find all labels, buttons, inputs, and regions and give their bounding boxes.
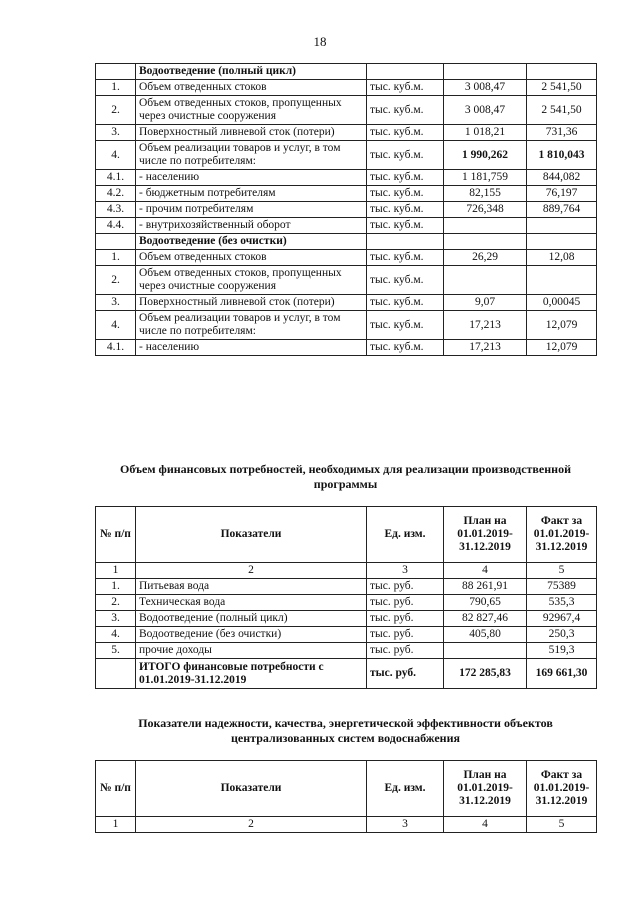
table-row [96, 186, 597, 202]
column-index-row [96, 817, 597, 833]
row-plan-value: 726,348 [444, 202, 527, 218]
row-indicator: - внутрихозяйственный оборот [136, 218, 367, 234]
table-row [96, 218, 597, 234]
row-fact-value: 0,00045 [527, 295, 597, 311]
table-row [96, 250, 597, 266]
column-index-cell: 1 [96, 817, 136, 833]
row-unit: тыс. куб.м. [367, 80, 444, 96]
row-unit: тыс. куб.м. [367, 340, 444, 356]
row-number: 4.2. [96, 186, 136, 202]
row-indicator: Объем реализации товаров и услуг, в том числе по потребителям: [136, 311, 367, 340]
row-indicator: Объем отведенных стоков, пропущенных через очистные сооружения [136, 266, 367, 295]
table-row [96, 643, 597, 659]
row-fact-value: 2 541,50 [527, 96, 597, 125]
row-fact-value: 12,08 [527, 250, 597, 266]
table-row [96, 80, 597, 96]
page-number: 18 [313, 34, 327, 49]
row-number: 4.4. [96, 218, 136, 234]
table-row [96, 125, 597, 141]
row-indicator: Поверхностный ливневой сток (потери) [136, 295, 367, 311]
row-indicator: - населению [136, 340, 367, 356]
row-number: 2. [96, 595, 136, 611]
row-number: 3. [96, 295, 136, 311]
row-fact-value [527, 266, 597, 295]
row-indicator: прочие доходы [136, 643, 367, 659]
row-unit: тыс. руб. [367, 579, 444, 595]
col-unit-header: Ед. изм. [367, 761, 444, 817]
row-plan-value: 3 008,47 [444, 80, 527, 96]
table-row [96, 595, 597, 611]
row-unit: тыс. руб. [367, 627, 444, 643]
reliability-heading: Показатели надежности, качества, энергетической эффективности объектов централизованных систем водоснабжения [138, 716, 553, 745]
reliability-table [95, 760, 597, 833]
row-unit: тыс. руб. [367, 595, 444, 611]
row-fact-value: 2 541,50 [527, 80, 597, 96]
row-unit: тыс. куб.м. [367, 170, 444, 186]
row-fact-value: 535,3 [527, 595, 597, 611]
section-header-row [96, 234, 597, 250]
column-index-cell: 4 [444, 563, 527, 579]
total-unit: тыс. руб. [367, 659, 444, 689]
row-number: 1. [96, 579, 136, 595]
section-unit-cell [367, 64, 444, 80]
row-fact-value: 12,079 [527, 340, 597, 356]
total-fact-value: 169 661,30 [527, 659, 597, 689]
row-plan-value: 82 827,46 [444, 611, 527, 627]
row-unit: тыс. куб.м. [367, 96, 444, 125]
row-number: 3. [96, 611, 136, 627]
section-num-cell [96, 64, 136, 80]
section-header-row [96, 64, 597, 80]
row-indicator: Поверхностный ливневой сток (потери) [136, 125, 367, 141]
table-row [96, 141, 597, 170]
table-row [96, 202, 597, 218]
row-number: 3. [96, 125, 136, 141]
col-unit-header: Ед. изм. [367, 507, 444, 563]
column-index-cell: 3 [367, 563, 444, 579]
row-number: 5. [96, 643, 136, 659]
row-fact-value: 889,764 [527, 202, 597, 218]
row-fact-value: 844,082 [527, 170, 597, 186]
row-indicator: - населению [136, 170, 367, 186]
row-fact-value: 92967,4 [527, 611, 597, 627]
row-number: 4. [96, 627, 136, 643]
row-unit: тыс. куб.м. [367, 218, 444, 234]
row-plan-value: 1 990,262 [444, 141, 527, 170]
column-index-cell: 3 [367, 817, 444, 833]
col-num-header: № п/п [96, 761, 136, 817]
table-row [96, 295, 597, 311]
section-title: Водоотведение (без очистки) [136, 234, 367, 250]
section-plan-cell [444, 234, 527, 250]
row-number: 2. [96, 96, 136, 125]
row-number: 4.1. [96, 170, 136, 186]
row-plan-value: 790,65 [444, 595, 527, 611]
column-index-cell: 1 [96, 563, 136, 579]
col-plan-header: План на 01.01.2019-31.12.2019 [444, 761, 527, 817]
row-number: 1. [96, 80, 136, 96]
table-row [96, 579, 597, 595]
row-unit: тыс. руб. [367, 611, 444, 627]
row-fact-value: 519,3 [527, 643, 597, 659]
row-number: 4. [96, 141, 136, 170]
row-plan-value: 9,07 [444, 295, 527, 311]
section-unit-cell [367, 234, 444, 250]
row-unit: тыс. куб.м. [367, 295, 444, 311]
column-index-cell: 2 [136, 817, 367, 833]
row-indicator: Объем реализации товаров и услуг, в том числе по потребителям: [136, 141, 367, 170]
financial-needs-table [95, 506, 597, 689]
table-header-row [96, 507, 597, 563]
row-indicator: Объем отведенных стоков [136, 250, 367, 266]
row-fact-value: 75389 [527, 579, 597, 595]
row-plan-value: 3 008,47 [444, 96, 527, 125]
section-fact-cell [527, 64, 597, 80]
col-num-header: № п/п [96, 507, 136, 563]
row-plan-value: 26,29 [444, 250, 527, 266]
column-index-row [96, 563, 597, 579]
row-plan-value: 1 181,759 [444, 170, 527, 186]
row-plan-value [444, 218, 527, 234]
row-plan-value: 17,213 [444, 311, 527, 340]
row-indicator: - бюджетным потребителям [136, 186, 367, 202]
row-fact-value [527, 218, 597, 234]
row-plan-value [444, 643, 527, 659]
col-fact-header: Факт за 01.01.2019-31.12.2019 [527, 761, 597, 817]
section-num-cell [96, 234, 136, 250]
row-fact-value: 250,3 [527, 627, 597, 643]
financial-needs-heading: Объем финансовых потребностей, необходимых для реализации производственной программы [120, 462, 571, 491]
section-fact-cell [527, 234, 597, 250]
section-title: Водоотведение (полный цикл) [136, 64, 367, 80]
row-unit: тыс. куб.м. [367, 125, 444, 141]
row-unit: тыс. куб.м. [367, 250, 444, 266]
row-plan-value [444, 266, 527, 295]
table-row [96, 611, 597, 627]
row-number: 4.3. [96, 202, 136, 218]
row-plan-value: 405,80 [444, 627, 527, 643]
col-plan-header: План на 01.01.2019-31.12.2019 [444, 507, 527, 563]
row-indicator: Объем отведенных стоков [136, 80, 367, 96]
row-number: 4. [96, 311, 136, 340]
row-indicator: Водоотведение (полный цикл) [136, 611, 367, 627]
row-unit: тыс. куб.м. [367, 266, 444, 295]
column-index-cell: 2 [136, 563, 367, 579]
total-plan-value: 172 285,83 [444, 659, 527, 689]
table-row [96, 266, 597, 295]
section-plan-cell [444, 64, 527, 80]
row-unit: тыс. куб.м. [367, 141, 444, 170]
row-indicator: - прочим потребителям [136, 202, 367, 218]
row-number: 4.1. [96, 340, 136, 356]
row-unit: тыс. куб.м. [367, 186, 444, 202]
column-index-cell: 5 [527, 817, 597, 833]
row-indicator: Питьевая вода [136, 579, 367, 595]
wastewater-table [95, 63, 597, 356]
total-row [96, 659, 597, 689]
row-unit: тыс. руб. [367, 643, 444, 659]
row-plan-value: 1 018,21 [444, 125, 527, 141]
row-unit: тыс. куб.м. [367, 311, 444, 340]
row-fact-value: 76,197 [527, 186, 597, 202]
row-plan-value: 88 261,91 [444, 579, 527, 595]
row-indicator: Техническая вода [136, 595, 367, 611]
row-fact-value: 1 810,043 [527, 141, 597, 170]
row-unit: тыс. куб.м. [367, 202, 444, 218]
row-number: 1. [96, 250, 136, 266]
row-number: 2. [96, 266, 136, 295]
table-row [96, 96, 597, 125]
column-index-cell: 4 [444, 817, 527, 833]
col-name-header: Показатели [136, 761, 367, 817]
row-indicator: Водоотведение (без очистки) [136, 627, 367, 643]
table-header-row [96, 761, 597, 817]
table-row [96, 627, 597, 643]
row-plan-value: 17,213 [444, 340, 527, 356]
table-row [96, 340, 597, 356]
column-index-cell: 5 [527, 563, 597, 579]
total-label: ИТОГО финансовые потребности с 01.01.2019-31.12.2019 [136, 659, 367, 689]
table-row [96, 170, 597, 186]
row-indicator: Объем отведенных стоков, пропущенных через очистные сооружения [136, 96, 367, 125]
row-fact-value: 12,079 [527, 311, 597, 340]
row-plan-value: 82,155 [444, 186, 527, 202]
table-row [96, 311, 597, 340]
total-num-cell [96, 659, 136, 689]
row-fact-value: 731,36 [527, 125, 597, 141]
col-fact-header: Факт за 01.01.2019-31.12.2019 [527, 507, 597, 563]
col-name-header: Показатели [136, 507, 367, 563]
